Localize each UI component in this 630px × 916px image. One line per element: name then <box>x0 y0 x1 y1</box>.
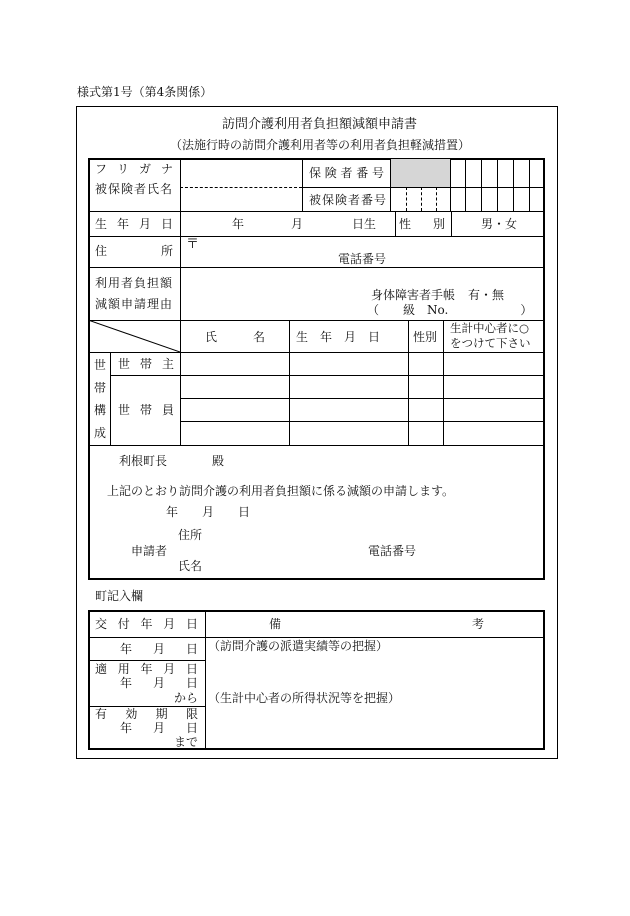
apply-date-value: 年 月 日 <box>120 676 198 690</box>
insurer-number-shading <box>391 159 450 187</box>
postal-mark: 〒 <box>186 237 200 252</box>
dob-month: 月 <box>291 217 304 231</box>
sex-options: 男・女 <box>481 217 518 231</box>
disability-grade: （ 級 No. ） <box>367 303 533 317</box>
dob-day: 日生 <box>352 217 377 231</box>
col-mark-1: 生計中心者に○ <box>450 321 530 335</box>
furigana-label: フ リ ガ ナ <box>95 162 173 176</box>
request-phone: 電話番号 <box>368 544 417 558</box>
insurer-no-label: 保 険 者 番 号 <box>309 166 384 180</box>
insured-name-label: 被保険者氏名 <box>95 182 174 196</box>
address-label: 住 所 <box>95 244 173 258</box>
remarks-right: 考 <box>472 617 485 631</box>
valid-period-value: 年 月 日 <box>120 721 198 735</box>
request-address: 住所 <box>178 528 203 542</box>
reason-label-1: 利用者負担額 <box>95 276 174 290</box>
corner-diagonal <box>88 320 180 352</box>
col-mark-2: をつけて下さい <box>450 336 531 350</box>
request-name: 氏名 <box>178 559 203 573</box>
col-sex: 性別 <box>413 330 438 344</box>
issue-date-value: 年 月 日 <box>120 642 198 656</box>
valid-period-label: 有 効 期 限 <box>95 707 198 721</box>
honorific: 殿 <box>212 454 225 468</box>
apply-from: から <box>174 691 199 705</box>
addressee: 利根町長 <box>119 454 168 468</box>
sex-label: 性 別 <box>399 217 445 231</box>
head-label: 世 帯 主 <box>118 357 174 371</box>
disability-yesno: 有・無 <box>468 288 505 302</box>
request-applicant: 申請者 <box>131 544 168 558</box>
valid-until: まで <box>174 735 199 749</box>
member-label: 世 帯 員 <box>118 403 174 417</box>
dob-year: 年 <box>232 217 245 231</box>
remarks-note-2: （生計中心者の所得状況等を把握） <box>208 691 401 705</box>
form-id: 様式第1号（第4条関係） <box>77 85 213 99</box>
disability-book-label: 身体障害者手帳 <box>371 288 456 302</box>
household-label: 世 帯 構 成 <box>93 358 106 440</box>
col-name: 氏 名 <box>205 330 266 344</box>
request-body: 上記のとおり訪問介護の利用者負担額に係る減額の申請します。 <box>107 484 455 498</box>
form-subtitle: （法施行時の訪問介護利用者等の利用者負担軽減措置） <box>170 138 471 152</box>
request-date: 年 月 日 <box>166 505 251 519</box>
col-dob: 生 年 月 日 <box>296 330 381 344</box>
office-section-label: 町記入欄 <box>95 589 144 603</box>
remarks-left: 備 <box>269 617 282 631</box>
issue-date-label: 交 付 年 月 日 <box>95 617 198 631</box>
apply-date-label: 適 用 年 月 日 <box>95 662 198 676</box>
remarks-note-1: （訪問介護の派遣実績等の把握） <box>208 639 389 653</box>
dob-label: 生 年 月 日 <box>95 217 173 231</box>
insured-no-label: 被保険者番号 <box>309 193 388 207</box>
reason-label-2: 減額申請理由 <box>95 297 174 311</box>
phone-label: 電話番号 <box>338 252 387 266</box>
form-title: 訪問介護利用者負担額減額申請書 <box>222 117 418 132</box>
